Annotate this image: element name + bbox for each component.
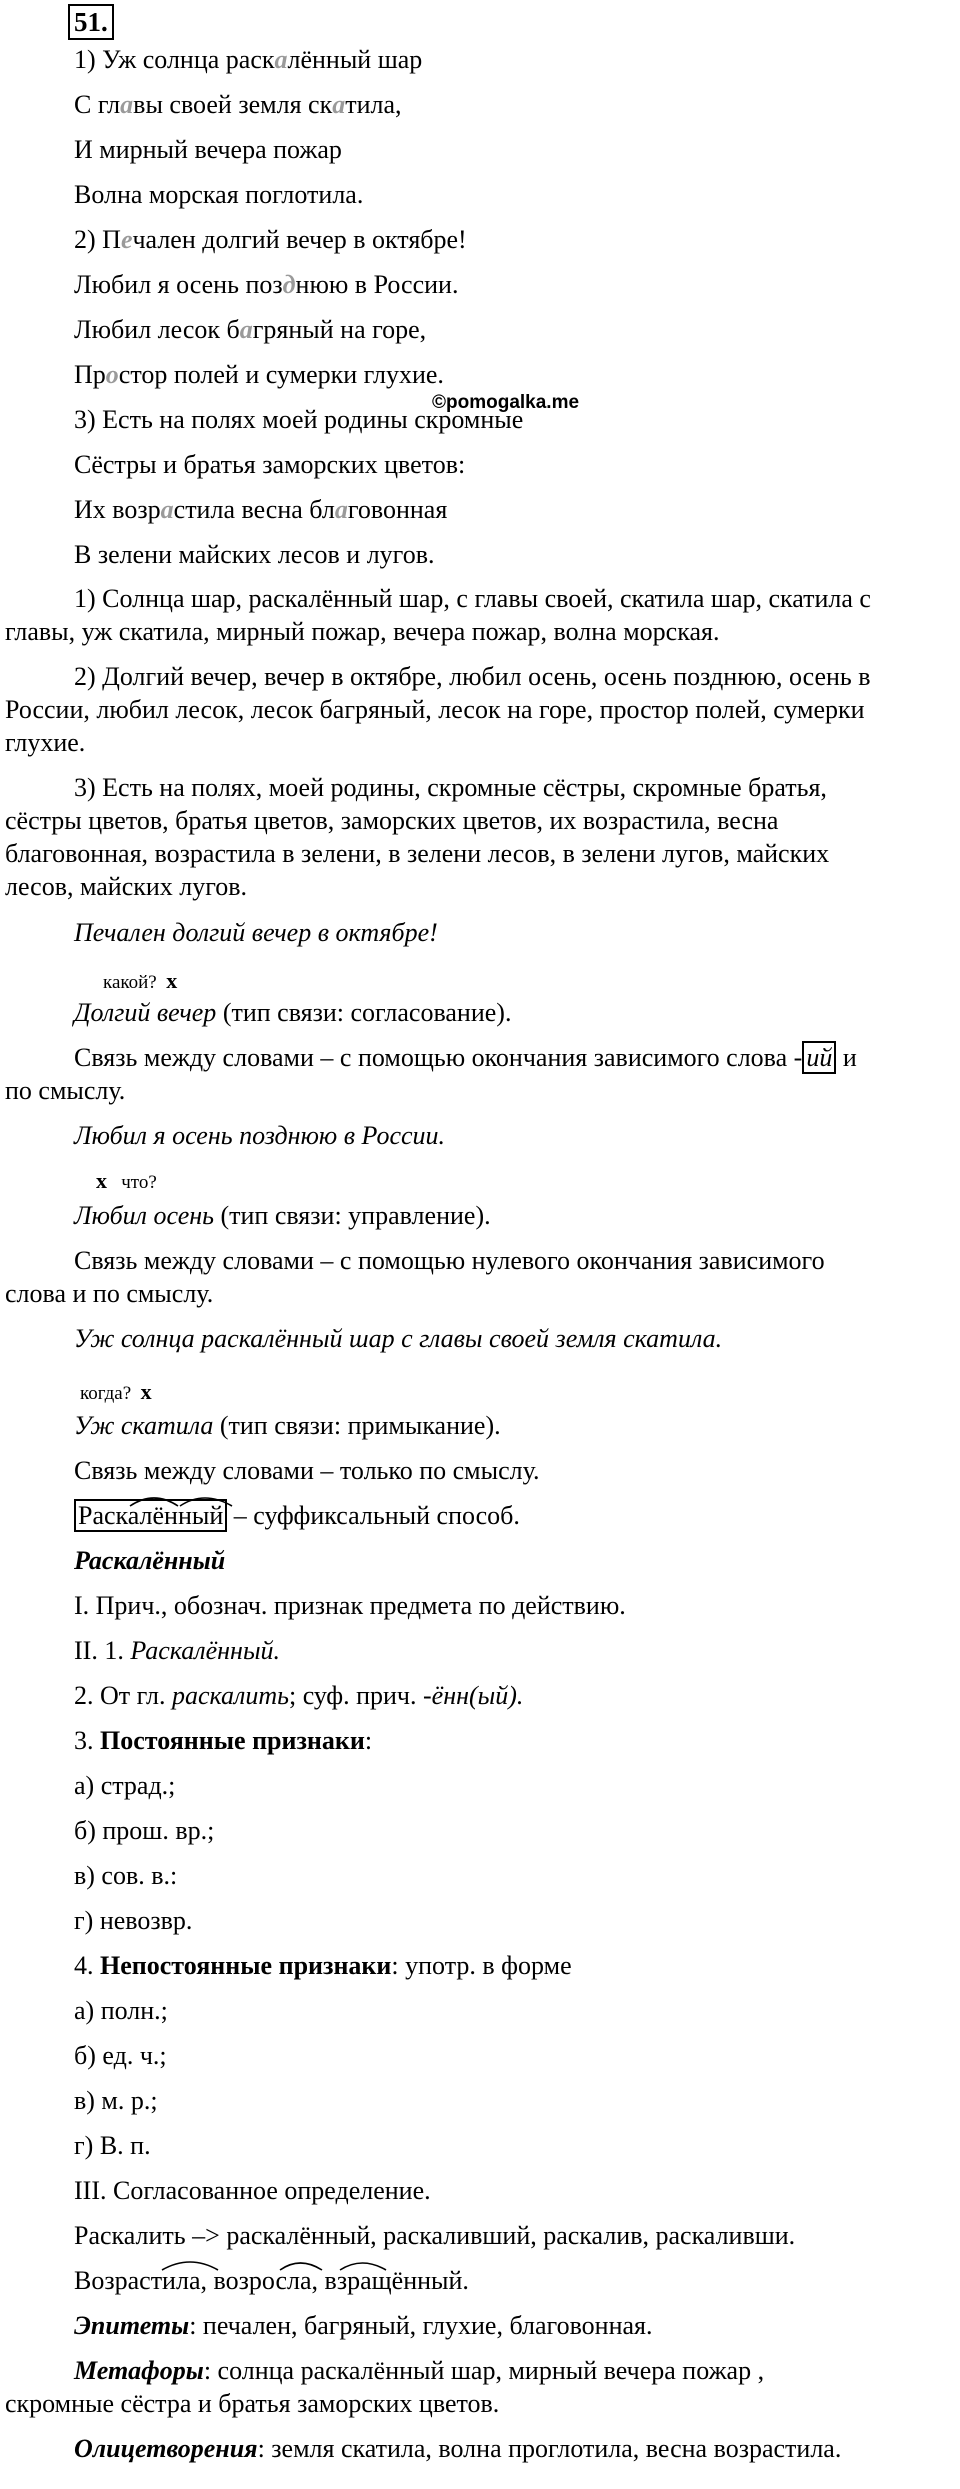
morph-line-1: I. Прич., обознач. признак предмета по действию. bbox=[74, 1591, 626, 1620]
analysis-2-link-line-2: слова и по смыслу. bbox=[5, 1279, 214, 1308]
analysis-3-question: когда? x bbox=[80, 1379, 152, 1404]
analysis-2-link: Связь между словами – с помощью нулевого окончания зависимого bbox=[74, 1246, 825, 1275]
word-formation: Раскалённый – суффиксальный способ. bbox=[74, 1501, 520, 1531]
morph-line-8: г) невозвр. bbox=[74, 1906, 193, 1935]
morph-line-2: II. 1. Раскалённый. bbox=[74, 1636, 281, 1665]
analysis-2-phrase: Любил осень (тип связи: управление). bbox=[74, 1201, 491, 1230]
analysis-3-sentence: Уж солнца раскалённый шар с главы своей земля скатила. bbox=[74, 1324, 723, 1353]
morph-line-14: III. Согласованное определение. bbox=[74, 2176, 431, 2205]
word-box: Раскалённый bbox=[74, 1499, 227, 1532]
morph-line-9: 4. Непостоянные признаки: употр. в форме bbox=[74, 1951, 572, 1980]
analysis-1-link-line-2: по смыслу. bbox=[5, 1076, 126, 1105]
phrases-2-line-1: 2) Долгий вечер, вечер в октябре, любил осень, осень позднюю, осень в bbox=[74, 662, 871, 691]
analysis-1-phrase: Долгий вечер (тип связи: согласование). bbox=[74, 998, 512, 1027]
epithets: Эпитеты: печален, багряный, глухие, благовонная. bbox=[74, 2311, 653, 2340]
morph-line-7: в) сов. в.: bbox=[74, 1861, 178, 1890]
analysis-3-phrase: Уж скатила (тип связи: примыкание). bbox=[74, 1411, 501, 1440]
analysis-1-link: Связь между словами – с помощью окончания зависимого слова - ий и bbox=[74, 1043, 857, 1072]
phrases-1-line-2: главы, уж скатила, мирный пожар, вечера пожар, волна морская. bbox=[5, 617, 720, 646]
morph-line-15: Раскалить –> раскалённый, раскаливший, раскалив, раскаливши. bbox=[74, 2221, 796, 2250]
morph-line-16: Возрастила, возросла, взращённый. bbox=[74, 2266, 469, 2295]
poem-line-9: 3) Есть на полях моей родины скромные bbox=[74, 405, 524, 434]
morph-line-12: в) м. р.; bbox=[74, 2086, 158, 2115]
phrases-2-line-2: России, любил лесок, лесок багряный, лесок на горе, простор полей, сумерки bbox=[5, 695, 865, 724]
morph-line-3: 2. От гл. раскалить; суф. прич. -ённ(ый). bbox=[74, 1681, 524, 1710]
phrases-2-line-3: глухие. bbox=[5, 728, 86, 757]
analysis-3-link: Связь между словами – только по смыслу. bbox=[74, 1456, 540, 1485]
task-number: 51. bbox=[68, 4, 114, 40]
analysis-2-sentence: Любил я осень позднюю в России. bbox=[74, 1121, 446, 1150]
poem-line-7: Любил лесок багряный на горе, bbox=[74, 315, 427, 344]
morph-heading: Раскалённый bbox=[74, 1546, 226, 1575]
poem-line-3: И мирный вечера пожар bbox=[74, 135, 342, 164]
analysis-2-question: x что? bbox=[96, 1168, 157, 1193]
morph-line-5: а) страд.; bbox=[74, 1771, 176, 1800]
analysis-1-question: какой? x bbox=[103, 968, 178, 993]
phrases-3-line-1: 3) Есть на полях, моей родины, скромные сёстры, скромные братья, bbox=[74, 773, 827, 802]
personifications: Олицетворения: земля скатила, волна проглотила, весна возрастила. bbox=[74, 2434, 842, 2463]
metaphors: Метафоры: солнца раскалённый шар, мирный вечера пожар , bbox=[74, 2356, 765, 2385]
poem-line-5: 2) Печален долгий вечер в октябре! bbox=[74, 225, 467, 254]
poem-line-10: Сёстры и братья заморских цветов: bbox=[74, 450, 466, 479]
poem-line-2: С главы своей земля скатила, bbox=[74, 90, 402, 119]
phrases-3-line-4: лесов, майских лугов. bbox=[5, 872, 248, 901]
phrases-3-line-3: благовонная, возрастила в зелени, в зелени лесов, в зелени лугов, майских bbox=[5, 839, 830, 868]
poem-line-8: Простор полей и сумерки глухие. bbox=[74, 360, 444, 389]
poem-line-1: 1) Уж солнца раскалённый шар bbox=[74, 45, 423, 74]
morph-line-6: б) прош. вр.; bbox=[74, 1816, 215, 1845]
phrases-1-line-1: 1) Солнца шар, раскалённый шар, с главы своей, скатила шар, скатила с bbox=[74, 584, 871, 613]
phrases-3-line-2: сёстры цветов, братья цветов, заморских цветов, их возрастила, весна bbox=[5, 806, 779, 835]
poem-line-6: Любил я осень позднюю в России. bbox=[74, 270, 459, 299]
watermark: ©pomogalka.me bbox=[432, 392, 580, 413]
morph-line-4: 3. Постоянные признаки: bbox=[74, 1726, 373, 1755]
morph-line-11: б) ед. ч.; bbox=[74, 2041, 167, 2070]
poem-line-11: Их возрастила весна благовонная bbox=[74, 495, 448, 524]
ending-box: ий bbox=[802, 1041, 836, 1074]
poem-line-12: В зелени майских лесов и лугов. bbox=[74, 540, 435, 569]
metaphors-line-2: скромные сёстра и братья заморских цветов. bbox=[5, 2389, 500, 2418]
poem-line-4: Волна морская поглотила. bbox=[74, 180, 364, 209]
morph-line-10: а) полн.; bbox=[74, 1996, 168, 2025]
analysis-1-sentence: Печален долгий вечер в октябре! bbox=[74, 918, 438, 947]
morph-line-13: г) В. п. bbox=[74, 2131, 151, 2160]
